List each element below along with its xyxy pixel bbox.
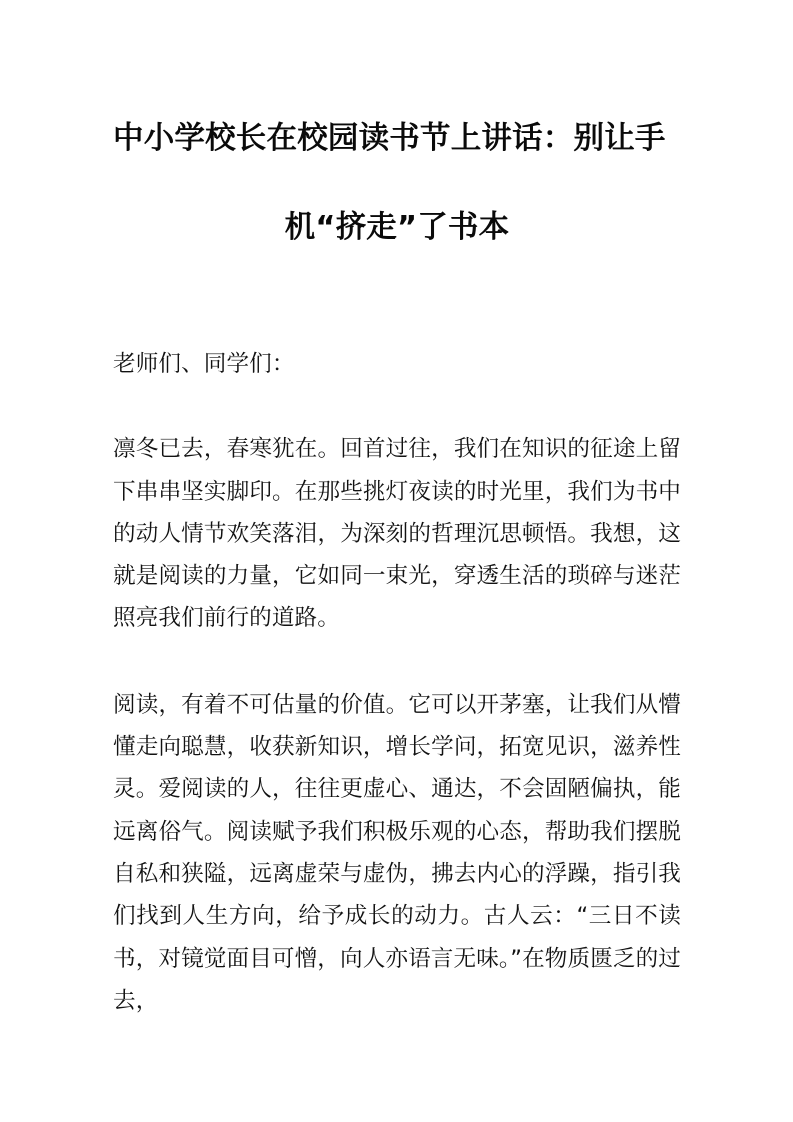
body-paragraph-2: 阅读，有着不可估量的价值。它可以开茅塞，让我们从懵懂走向聪慧，收获新知识，增长学问，拓宽见识，滋养性灵。爱阅读的人，往往更虚心、通达，不会固陋偏执，能远离俗气。阅读赋予我们积极乐观的心态，帮助我们摆脱自私和狭隘，远离虚荣与虚伪，拂去内心的浮躁，指引我们找到人生方向，给予成长的动力。古人云：“三日不读书，对镜觉面目可憎，向人亦语言无味。”在物质匮乏的过去， <box>113 691 681 1014</box>
page-title-line-1: 中小学校长在校园读书节上讲话：别让手 <box>113 121 666 156</box>
page-title-line-2: 机“挤走”了书本 <box>284 209 510 245</box>
document-body <box>113 0 681 1022</box>
body-paragraph-1: 凛冬已去，春寒犹在。回首过往，我们在知识的征途上留下串串坚实脚印。在那些挑灯夜读的时光里，我们为书中的动人情节欢笑落泪，为深刻的哲理沉思顿悟。我想，这就是阅读的力量，它如同一束光，穿透生活的琐碎与迷茫照亮我们前行的道路。 <box>113 436 681 632</box>
salutation: 老师们、同学们： <box>113 351 295 377</box>
page-title <box>113 0 681 243</box>
